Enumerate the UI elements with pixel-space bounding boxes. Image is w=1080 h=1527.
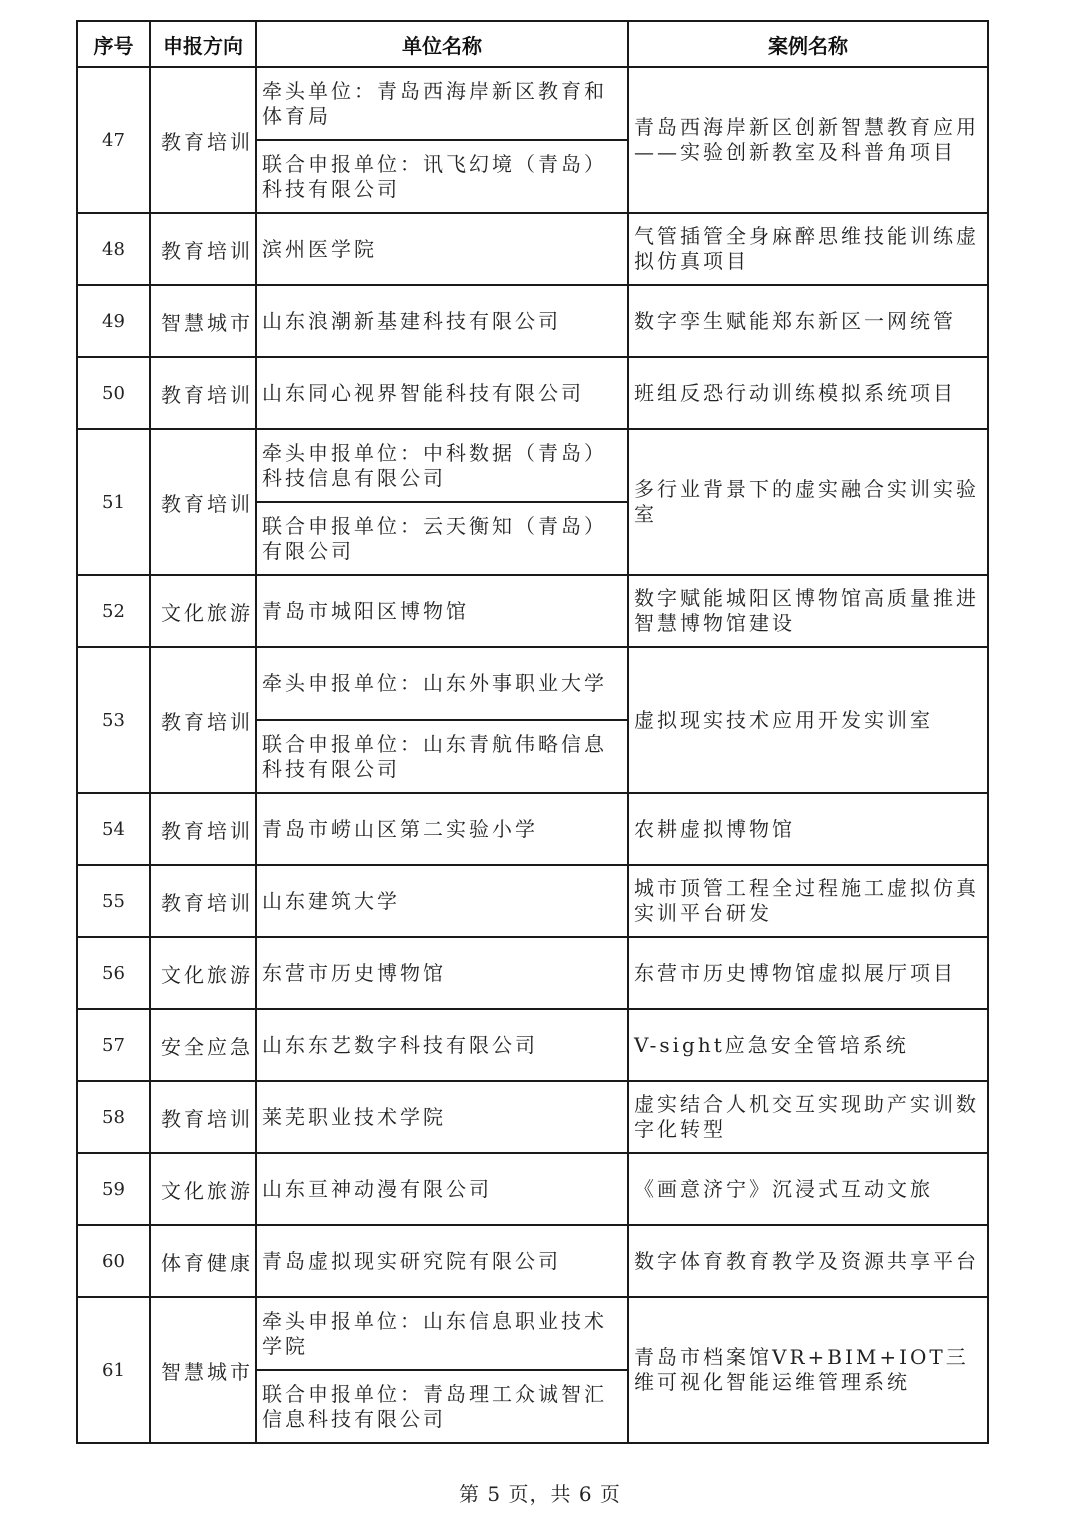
table-row [77,1153,988,1225]
header-unit: 单位名称 [256,21,628,67]
row-case: 数字孪生赋能郑东新区一网统管 [628,285,988,357]
joint-unit: 联合申报单位：讯飞幻境（青岛）科技有限公司 [256,140,628,213]
row-direction: 文化旅游 [150,575,256,647]
row-no: 58 [77,1081,150,1153]
row-no: 59 [77,1153,150,1225]
row-direction: 教育培训 [150,865,256,937]
row-no: 51 [77,429,150,575]
header-no: 序号 [77,21,150,67]
table-row [77,647,988,720]
table-row [77,1225,988,1297]
row-case: V-sight应急安全管培系统 [628,1009,988,1081]
header-case: 案例名称 [628,21,988,67]
row-direction: 智慧城市 [150,285,256,357]
row-direction: 教育培训 [150,647,256,793]
row-case: 青岛市档案馆VR+BIM+IOT三维可视化智能运维管理系统 [628,1297,988,1443]
joint-unit: 联合申报单位：青岛理工众诚智汇信息科技有限公司 [256,1370,628,1443]
row-case: 虚实结合人机交互实现助产实训数字化转型 [628,1081,988,1153]
joint-unit: 联合申报单位：山东青航伟略信息科技有限公司 [256,720,628,793]
table-row [77,1081,988,1153]
row-no: 54 [77,793,150,865]
row-no: 55 [77,865,150,937]
table-row [77,1297,988,1370]
table-row [77,213,988,285]
row-no: 50 [77,357,150,429]
row-case: 东营市历史博物馆虚拟展厅项目 [628,937,988,1009]
lead-unit: 牵头申报单位：山东信息职业技术学院 [256,1297,628,1370]
row-no: 53 [77,647,150,793]
row-unit: 东营市历史博物馆 [256,937,628,1009]
row-direction: 体育健康 [150,1225,256,1297]
row-direction: 安全应急 [150,1009,256,1081]
row-case: 气管插管全身麻醉思维技能训练虚拟仿真项目 [628,213,988,285]
row-direction: 文化旅游 [150,937,256,1009]
joint-unit: 联合申报单位：云天衡知（青岛）有限公司 [256,502,628,575]
row-no: 48 [77,213,150,285]
row-no: 60 [77,1225,150,1297]
row-unit: 青岛市崂山区第二实验小学 [256,793,628,865]
row-unit: 滨州医学院 [256,213,628,285]
table-row [77,1009,988,1081]
row-unit: 莱芜职业技术学院 [256,1081,628,1153]
row-case: 农耕虚拟博物馆 [628,793,988,865]
row-case: 数字赋能城阳区博物馆高质量推进智慧博物馆建设 [628,575,988,647]
page-number: 第 5 页，共 6 页 [459,1482,621,1506]
row-unit: 青岛市城阳区博物馆 [256,575,628,647]
table-row [77,937,988,1009]
row-unit: 山东亘神动漫有限公司 [256,1153,628,1225]
row-case: 多行业背景下的虚实融合实训实验室 [628,429,988,575]
row-case: 班组反恐行动训练模拟系统项目 [628,357,988,429]
row-case: 虚拟现实技术应用开发实训室 [628,647,988,793]
row-direction: 教育培训 [150,1081,256,1153]
table-row [77,575,988,647]
table-row [77,865,988,937]
row-direction: 文化旅游 [150,1153,256,1225]
row-case: 城市顶管工程全过程施工虚拟仿真实训平台研发 [628,865,988,937]
table-header-row [77,21,988,67]
row-no: 56 [77,937,150,1009]
row-no: 52 [77,575,150,647]
row-unit: 山东同心视界智能科技有限公司 [256,357,628,429]
table-row [77,285,988,357]
row-direction: 智慧城市 [150,1297,256,1443]
row-case: 青岛西海岸新区创新智慧教育应用——实验创新教室及科普角项目 [628,67,988,213]
lead-unit: 牵头申报单位：山东外事职业大学 [256,647,628,720]
lead-unit: 牵头单位：青岛西海岸新区教育和体育局 [256,67,628,140]
row-no: 57 [77,1009,150,1081]
row-direction: 教育培训 [150,67,256,213]
row-unit: 青岛虚拟现实研究院有限公司 [256,1225,628,1297]
row-case: 《画意济宁》沉浸式互动文旅 [628,1153,988,1225]
case-list-table [76,20,989,1444]
table-row [77,67,988,140]
row-direction: 教育培训 [150,357,256,429]
row-no: 49 [77,285,150,357]
row-direction: 教育培训 [150,429,256,575]
row-direction: 教育培训 [150,213,256,285]
header-direction: 申报方向 [150,21,256,67]
table-row [77,429,988,502]
table-row [77,357,988,429]
row-unit: 山东建筑大学 [256,865,628,937]
row-no: 61 [77,1297,150,1443]
row-no: 47 [77,67,150,213]
row-case: 数字体育教育教学及资源共享平台 [628,1225,988,1297]
row-unit: 山东浪潮新基建科技有限公司 [256,285,628,357]
row-unit: 山东东艺数字科技有限公司 [256,1009,628,1081]
row-direction: 教育培训 [150,793,256,865]
table-row [77,793,988,865]
lead-unit: 牵头申报单位：中科数据（青岛）科技信息有限公司 [256,429,628,502]
